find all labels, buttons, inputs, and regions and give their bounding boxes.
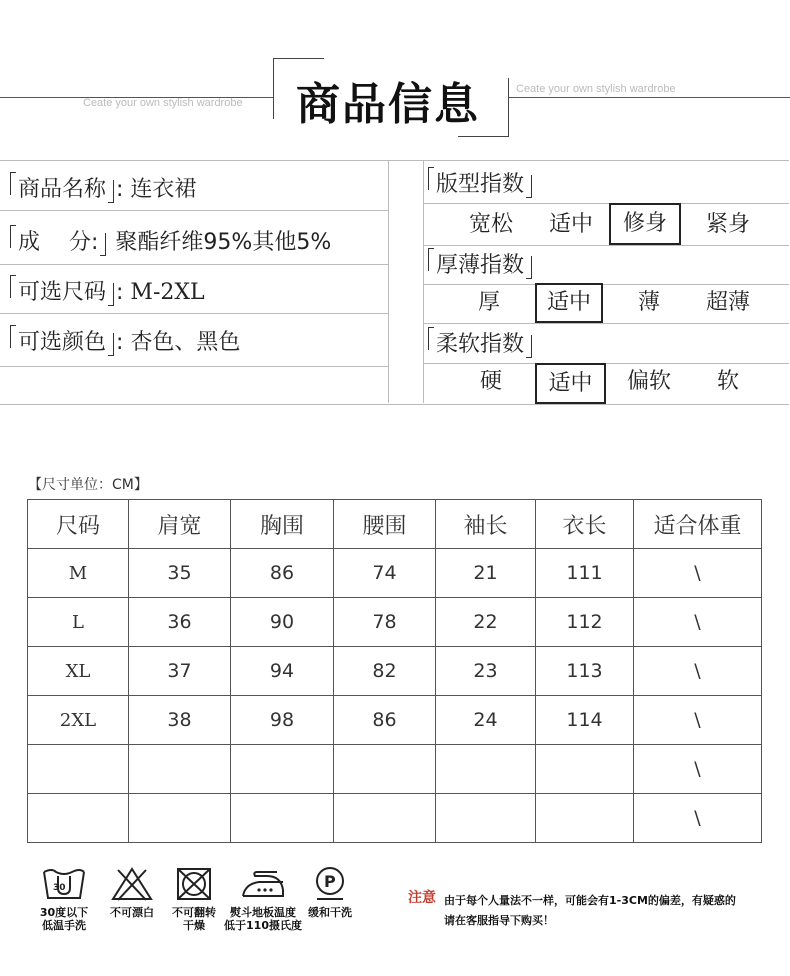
color-value: 杏色、黑色 [130,330,241,355]
cell-sleeve: 23 [436,647,536,696]
info-color-row: 可选颜色 : 杏色、黑色 [10,325,240,356]
cell-shoulder [129,794,231,843]
cell-length: 114 [536,696,634,745]
cell-size: M [28,549,129,598]
care-label-wash-1: 30度以下 [39,906,89,919]
cell-weight: \ [634,794,762,843]
notice-text [444,891,736,931]
notice-line-1: 由于每个人量法不一样，可能会有1-3CM的偏差，有疑惑的 [444,894,736,907]
cell-length: 111 [536,549,634,598]
fit-index-label: 版型指数 [436,172,525,197]
header-shoulder: 肩宽 [129,500,231,549]
bracket-close-icon [108,283,114,306]
cell-waist: 78 [334,598,436,647]
fit-option-tight: 紧身 [705,212,750,237]
softness-index-label: 柔软指数 [436,332,525,357]
name-value: 连衣裙 [130,177,197,202]
cell-length [536,745,634,794]
bracket-close-icon [100,233,106,256]
fit-option-slim-selected: 修身 [609,203,681,245]
thickness-index-title [428,248,534,279]
info-divider-1 [388,160,389,403]
bracket-open-icon [10,225,16,248]
info-row-line [0,366,388,367]
bracket-open-icon [10,172,16,195]
size-table-header-row [28,500,762,549]
header-bust: 胸围 [231,500,334,549]
care-item-wash [34,866,94,932]
header-waist: 腰围 [334,500,436,549]
info-row-line [0,210,388,211]
softness-option-medium-selected: 适中 [535,363,606,404]
cell-weight: \ [634,598,762,647]
page-title: 商品信息 [296,79,480,130]
care-label-wash-2: 低温手洗 [42,919,86,932]
svg-text:30: 30 [53,883,66,893]
care-item-iron [223,866,303,932]
info-divider-2 [423,160,424,403]
care-item-dryclean [303,866,357,919]
table-row [28,696,762,745]
table-row [28,549,762,598]
cell-size: 2XL [28,696,129,745]
cell-size [28,745,129,794]
fit-option-medium: 适中 [548,212,593,237]
size-value: M-2XL [130,280,205,305]
index-row-line [423,284,789,285]
info-row-line [0,264,388,265]
cell-size [28,794,129,843]
care-item-bleach [104,866,160,919]
material-label: 成 分 [18,230,91,255]
notice-line-2: 请在客服指导下购买！ [444,914,554,927]
cell-length [536,794,634,843]
care-item-dry [165,866,223,932]
care-label-dry-1: 不可翻转 [172,906,216,919]
cell-bust: 94 [231,647,334,696]
bracket-close-icon [108,333,114,356]
size-unit-label: 【尺寸单位：CM】 [28,477,148,493]
cell-waist: 86 [334,696,436,745]
bracket-open-icon [428,167,434,190]
care-label-dry-2: 干燥 [183,919,205,932]
fit-index-title [428,167,534,198]
cell-length: 113 [536,647,634,696]
table-row [28,794,762,843]
cell-weight: \ [634,696,762,745]
cell-waist [334,745,436,794]
notice-title: 注意 [408,890,436,906]
cell-shoulder: 35 [129,549,231,598]
softness-option-soft: 软 [716,369,739,394]
cell-shoulder [129,745,231,794]
cell-weight: \ [634,647,762,696]
no-bleach-icon [110,866,154,902]
cell-weight: \ [634,745,762,794]
cell-waist: 74 [334,549,436,598]
fit-option-loose: 宽松 [468,212,513,237]
bracket-close-icon [108,180,114,203]
thickness-option-ultra-thin: 超薄 [705,290,750,315]
index-row-line [423,245,789,246]
index-row-line [423,323,789,324]
info-row-line [0,313,388,314]
cell-sleeve: 24 [436,696,536,745]
cell-waist: 82 [334,647,436,696]
iron-icon [237,866,289,902]
bracket-open-icon [10,325,16,348]
thickness-option-thick: 厚 [477,290,500,315]
cell-bust: 98 [231,696,334,745]
thickness-option-thin: 薄 [637,290,660,315]
header-length: 衣长 [536,500,634,549]
cell-bust [231,745,334,794]
name-label: 商品名称 [18,177,107,202]
bracket-open-icon [428,248,434,271]
wash-30-icon [40,866,88,902]
cell-bust: 86 [231,549,334,598]
info-material-row: 成 分: 聚酯纤维95%其他5% [10,225,331,256]
cell-sleeve [436,794,536,843]
size-table [27,499,762,843]
material-value: 聚酯纤维95%其他5% [115,230,332,255]
subtitle-left: Ceate your own stylish wardrobe [83,97,243,109]
cell-weight: \ [634,549,762,598]
cell-bust: 90 [231,598,334,647]
index-row-line [423,363,789,364]
cell-length: 112 [536,598,634,647]
cell-sleeve: 21 [436,549,536,598]
bracket-close-icon [526,256,532,279]
care-label-iron-2: 低于110摄氏度 [224,919,302,932]
softness-option-hard: 硬 [479,369,502,394]
cell-sleeve: 22 [436,598,536,647]
care-label-iron-1: 熨斗地板温度 [230,906,296,919]
table-row [28,598,762,647]
thickness-option-medium-selected: 适中 [535,283,603,323]
cell-size: L [28,598,129,647]
bracket-open-icon [428,327,434,350]
no-tumble-dry-icon [174,866,214,902]
size-label: 可选尺码 [18,280,107,305]
softness-option-slightly-soft: 偏软 [626,369,671,394]
bracket-close-icon [526,335,532,358]
header-sleeve: 袖长 [436,500,536,549]
cell-shoulder: 38 [129,696,231,745]
table-row [28,745,762,794]
bracket-open-icon [10,275,16,298]
cell-size: XL [28,647,129,696]
cell-sleeve [436,745,536,794]
thickness-index-label: 厚薄指数 [436,253,525,278]
care-label-bleach: 不可漂白 [110,906,154,919]
info-size-row: 可选尺码 : M-2XL [10,275,205,306]
index-row-line [423,203,789,204]
dry-clean-p-icon [311,866,349,902]
cell-shoulder: 36 [129,598,231,647]
cell-bust [231,794,334,843]
bracket-close-icon [526,175,532,198]
cell-shoulder: 37 [129,647,231,696]
cell-waist [334,794,436,843]
svg-text:P: P [324,872,336,891]
subtitle-right: Ceate your own stylish wardrobe [516,83,676,95]
color-label: 可选颜色 [18,330,107,355]
header-weight: 适合体重 [634,500,762,549]
header-line-right [508,97,790,98]
header-size: 尺码 [28,500,129,549]
info-name-row: 商品名称 : 连衣裙 [10,172,196,203]
table-row [28,647,762,696]
softness-index-title [428,327,534,358]
care-label-dryclean: 缓和干洗 [308,906,352,919]
